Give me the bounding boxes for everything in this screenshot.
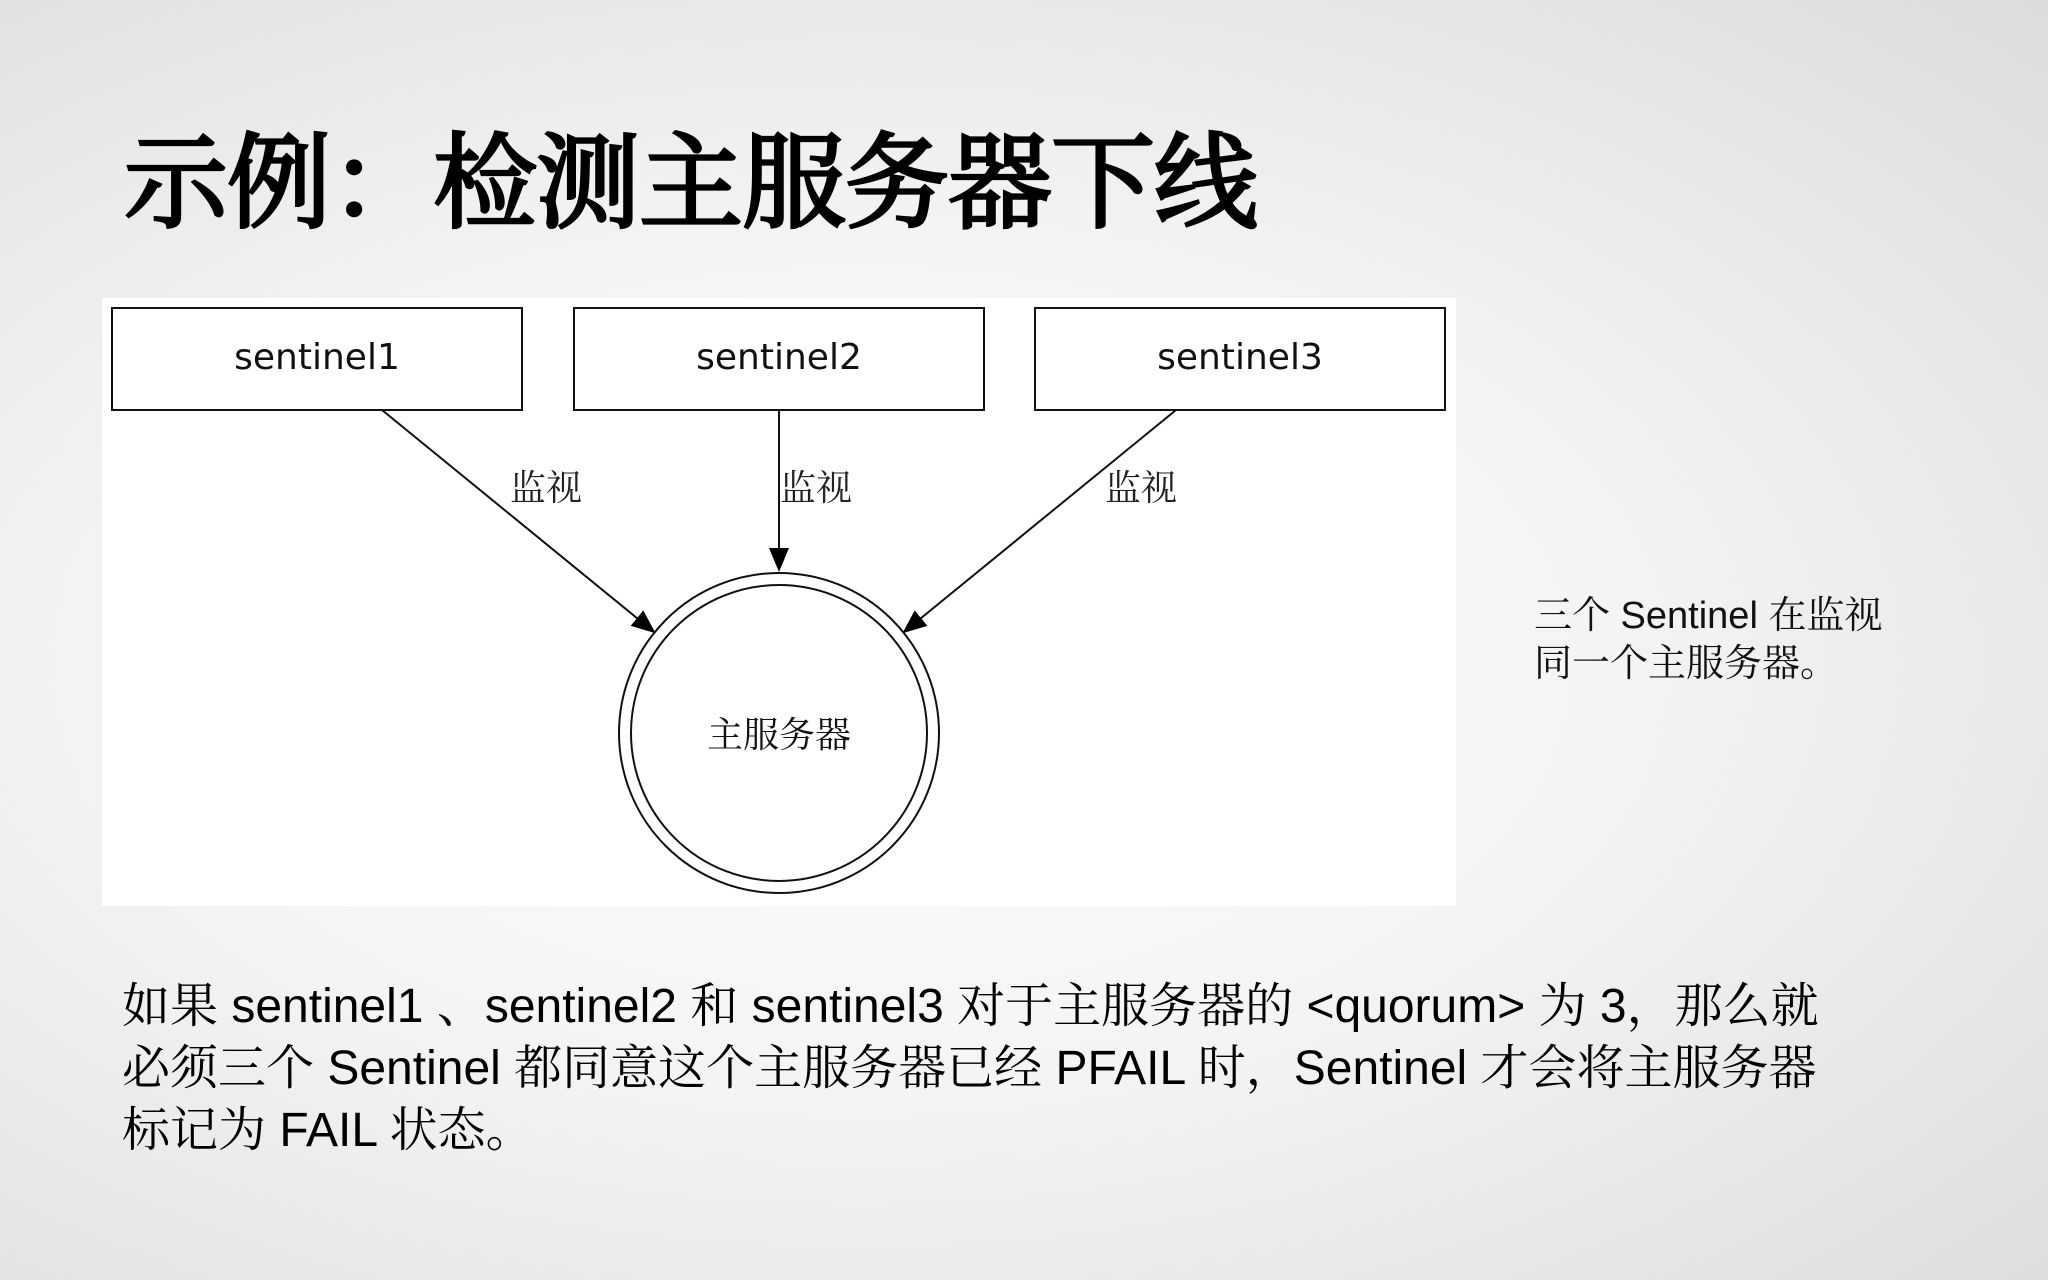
monitor-edge-2 (779, 410, 852, 570)
sentinel-node-label: sentinel2 (696, 337, 862, 378)
sentinel-node-3 (1035, 308, 1445, 410)
edge-label: 监视 (1105, 468, 1178, 509)
sentinel-node-label: sentinel3 (1157, 337, 1323, 378)
edge-label: 监视 (780, 468, 853, 509)
sentinel-node-1 (112, 308, 522, 410)
slide-title: 示例：检测主服务器下线 (124, 122, 1258, 244)
body-paragraph (122, 976, 1942, 1162)
diagram-canvas (102, 298, 1456, 906)
sentinel-node-2 (574, 308, 984, 410)
edge-label: 监视 (510, 468, 583, 509)
sentinel-node-label: sentinel1 (234, 337, 400, 378)
monitor-edge-3 (904, 410, 1177, 632)
side-note-line: 同一个主服务器。 (1534, 643, 1839, 685)
master-node (619, 573, 939, 893)
monitor-edge-1 (382, 410, 654, 632)
master-node-label: 主服务器 (706, 715, 852, 756)
body-line: 如果 sentinel1 、sentinel2 和 sentinel3 对于主服务器的 <quorum> 为 3，那么就 (122, 980, 1819, 1033)
side-note-line: 三个 Sentinel 在监视 (1534, 595, 1883, 637)
sentinel-diagram (102, 298, 1456, 906)
body-line: 标记为 FAIL 状态。 (122, 1104, 534, 1157)
side-note (1534, 592, 1954, 688)
body-line: 必须三个 Sentinel 都同意这个主服务器已经 PFAIL 时，Sentinel 才会将主服务器 (122, 1042, 1817, 1095)
